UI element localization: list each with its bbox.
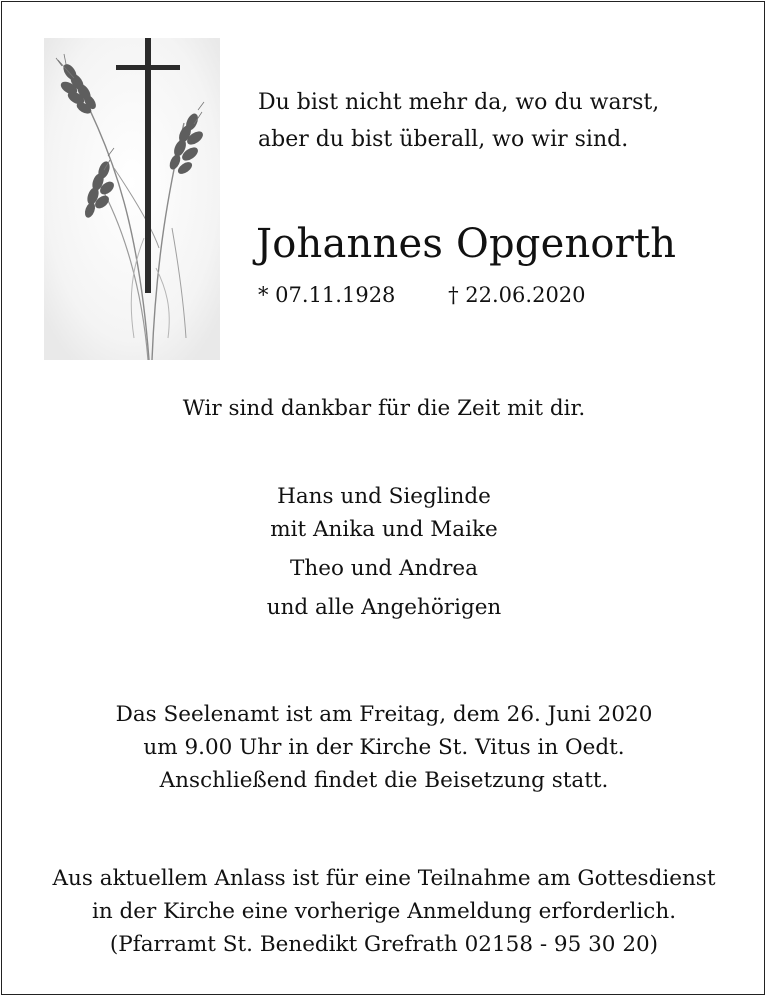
mourner-line: und alle Angehörigen — [266, 595, 502, 620]
registration-notice — [0, 862, 768, 961]
quote — [258, 84, 738, 158]
mourner-line: Theo und Andrea — [290, 556, 478, 581]
mourner-line: mit Anika und Maike — [270, 517, 498, 542]
quote-line: aber du bist überall, wo wir sind. — [258, 127, 629, 152]
notice-line: Aus aktuellem Anlass ist für eine Teilnahme am Gottesdienst — [52, 866, 716, 891]
service-line: um 9.00 Uhr in der Kirche St. Vitus in Oedt. — [143, 735, 625, 760]
death-date: † 22.06.2020 — [448, 283, 586, 307]
life-dates — [258, 281, 586, 309]
mourner-line: Hans und Sieglinde — [277, 484, 491, 509]
quote-line: Du bist nicht mehr da, wo du warst, — [258, 90, 660, 115]
thanks-line — [0, 392, 768, 425]
notice-line: in der Kirche eine vorherige Anmeldung erforderlich. — [91, 899, 677, 924]
birth-date: * 07.11.1928 — [258, 283, 396, 307]
service-line: Das Seelenamt ist am Freitag, dem 26. Juni 2020 — [115, 702, 653, 727]
service-line: Anschließend findet die Beisetzung statt. — [159, 768, 609, 793]
notice-line: (Pfarramt St. Benedikt Grefrath 02158 - 95 30 20) — [109, 932, 659, 957]
deceased-name: Johannes Opgenorth — [256, 221, 677, 267]
mourners — [0, 480, 768, 624]
cross-with-wheat-icon — [44, 38, 220, 360]
thanks-text: Wir sind dankbar für die Zeit mit dir. — [182, 396, 586, 421]
service-info — [0, 698, 768, 797]
